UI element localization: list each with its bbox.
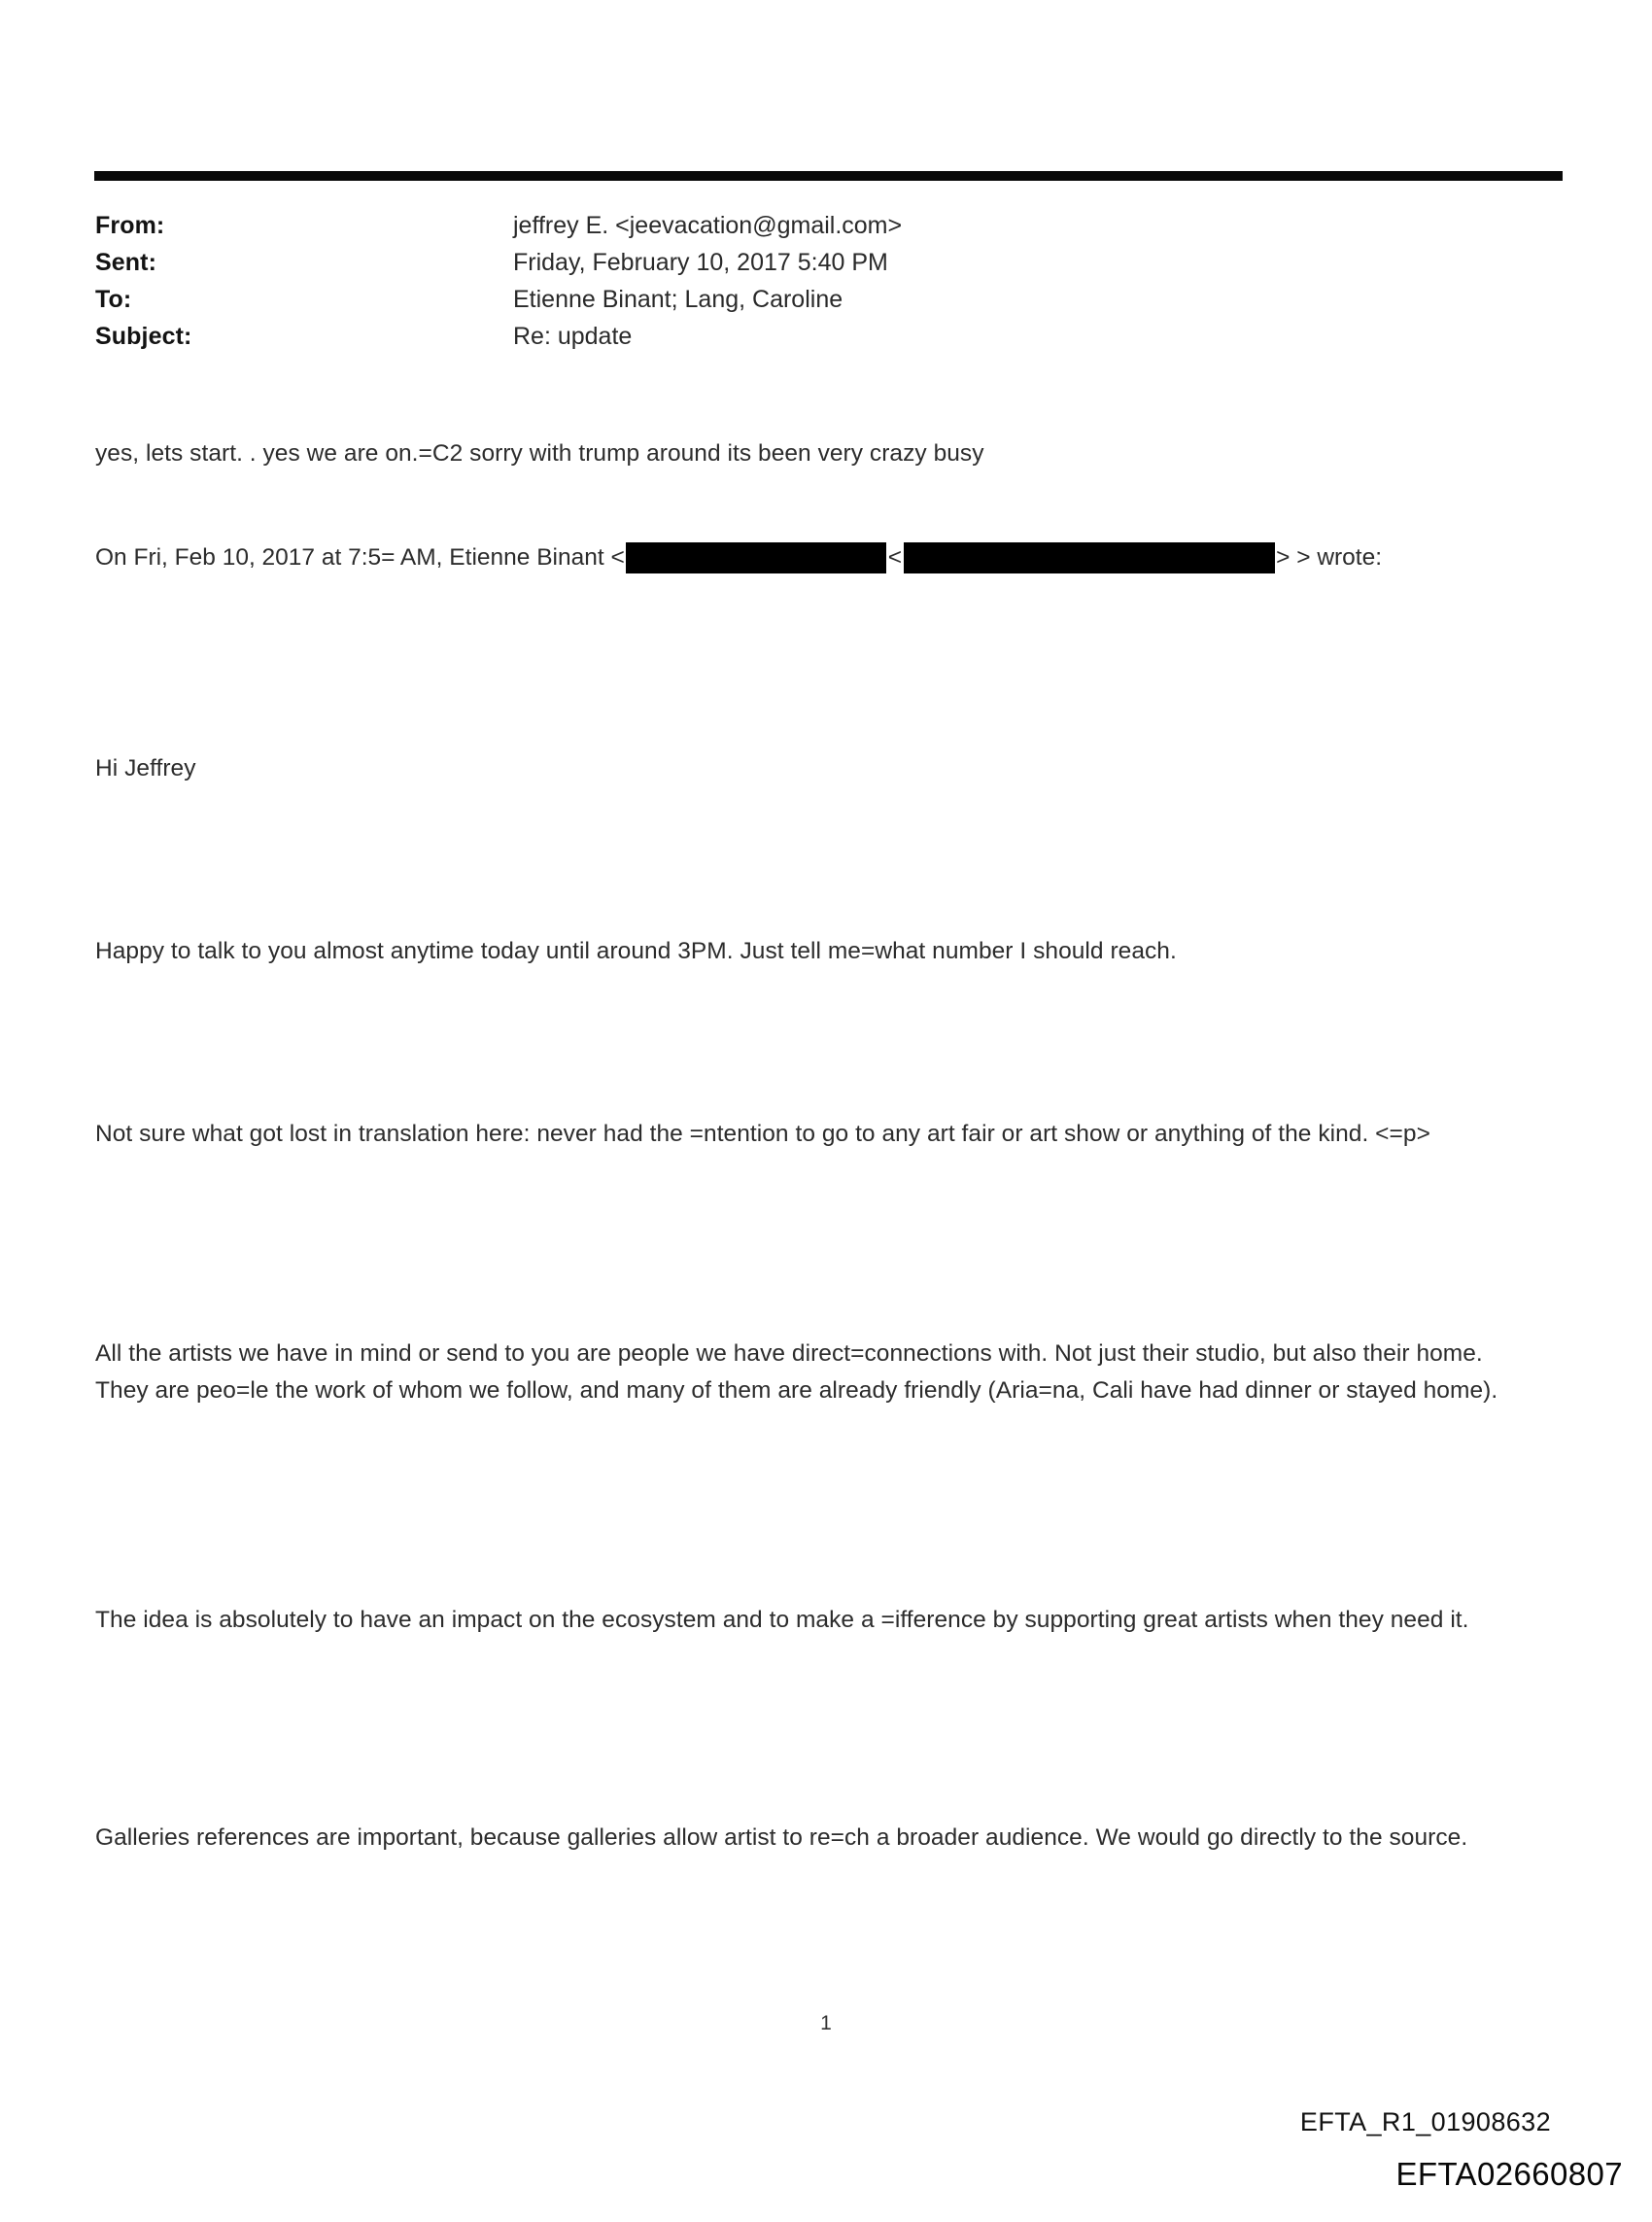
greeting-text: Hi Jeffrey <box>95 755 196 781</box>
header-label-subject: Subject: <box>95 323 192 350</box>
paragraph-block-5 <box>95 1820 1514 1857</box>
paragraph-block-2 <box>95 1116 1514 1153</box>
header-row-to <box>95 286 1456 323</box>
header-value-from: jeffrey E. <jeevacation@gmail.com> <box>513 212 903 239</box>
paragraph-block-1 <box>95 933 1522 970</box>
header-label-sent: Sent: <box>95 249 156 276</box>
header-row-sent <box>95 249 1456 286</box>
page-number: 1 <box>820 2012 832 2034</box>
quoted-wrote-middle: < <box>887 544 903 571</box>
paragraph-text: Galleries references are important, because galleries allow artist to re=ch a broader audience. We would go directly to the source. <box>95 1824 1468 1851</box>
header-label-to: To: <box>95 286 132 313</box>
header-row-subject <box>95 323 1456 360</box>
header-label-from: From: <box>95 212 165 239</box>
reply-text: yes, lets start. . yes we are on.=C2 sorry with trump around its been very crazy busy <box>95 440 984 467</box>
quoted-wrote-prefix: On Fri, Feb 10, 2017 at 7:5= AM, Etienne Binant < <box>95 544 625 571</box>
header-value-to: Etienne Binant; Lang, Caroline <box>513 286 843 313</box>
quoted-wrote-suffix: > > wrote: <box>1276 544 1383 571</box>
paragraph-block-4 <box>95 1602 1514 1639</box>
paragraph-text: The idea is absolutely to have an impact on the ecosystem and to make a =ifference by supporting great artists when they need it. <box>95 1607 1469 1633</box>
header-value-subject: Re: update <box>513 323 633 350</box>
paragraph-text: Happy to talk to you almost anytime today until around 3PM. Just tell me=what number I should reach. <box>95 938 1177 964</box>
paragraph-block-3 <box>95 1336 1533 1409</box>
quoted-header-block <box>95 542 1522 573</box>
header-row-from <box>95 212 1456 249</box>
scan-edge <box>0 0 10 2222</box>
bates-number-secondary: EFTA02660807 <box>1395 2156 1623 2192</box>
bates-number-primary: EFTA_R1_01908632 <box>1299 2107 1551 2136</box>
header-value-sent: Friday, February 10, 2017 5:40 PM <box>513 249 888 276</box>
redaction-box-2 <box>904 542 1275 573</box>
quoted-wrote-line <box>95 542 1522 573</box>
redaction-box-1 <box>626 542 886 573</box>
email-header-fields <box>95 212 1456 360</box>
reply-text-block <box>95 435 1522 472</box>
header-rule-divider <box>94 171 1563 181</box>
greeting-block <box>95 750 1522 787</box>
paragraph-text: All the artists we have in mind or send to you are people we have direct=connections with. Not just their studio, but also their home. They are peo=le the work of whom we follow, and many of them are already friendly (Aria=na, Cali have had dinner or stayed home). <box>95 1340 1498 1404</box>
paragraph-text: Not sure what got lost in translation here: never had the =ntention to go to any art fair or art show or anything of the kind. <=p> <box>95 1121 1430 1147</box>
